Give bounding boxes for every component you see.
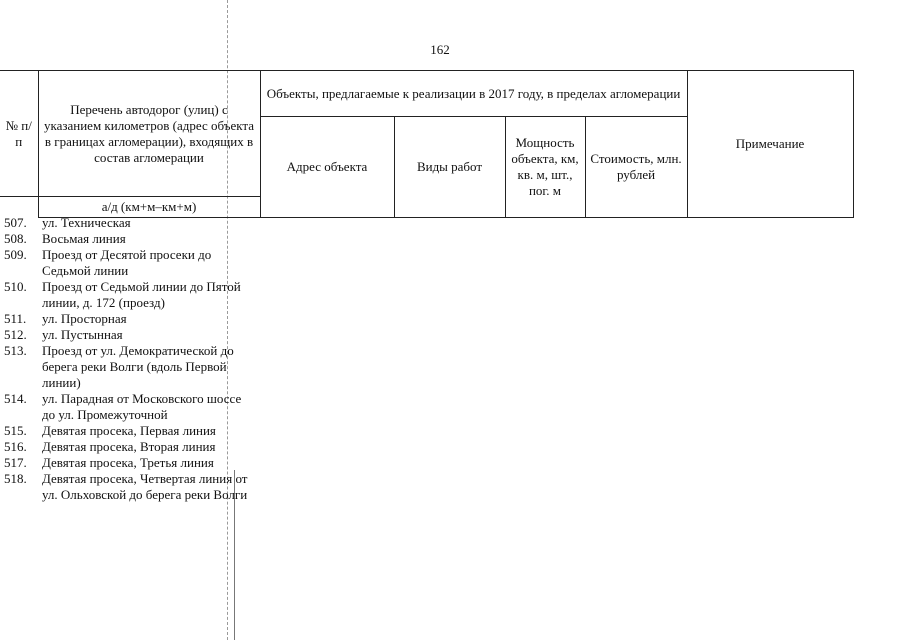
list-item-number: 509. [4, 247, 27, 262]
list-item [4, 247, 254, 279]
list-item-text: ул. Пустынная [42, 327, 123, 342]
list-item [4, 215, 254, 231]
col-roads-header: Перечень автодорог (улиц) с указанием километров (адрес объекта в границах агломерации), входящих в состав агломерации [38, 71, 260, 197]
list-item [4, 327, 254, 343]
list-item-text: ул. Техническая [42, 215, 131, 230]
list-item-text: Девятая просека, Третья линия [42, 455, 214, 470]
unit-row-label: а/д (км+м–км+м) [38, 197, 260, 218]
list-item-text: Проезд от ул. Демократической до берега реки Волги (вдоль Первой линии) [42, 343, 234, 390]
list-item-text: Восьмая линия [42, 231, 126, 246]
list-item [4, 311, 254, 327]
list-item-number: 513. [4, 343, 27, 358]
list-item-number: 516. [4, 439, 27, 454]
list-item-number: 508. [4, 231, 27, 246]
col-number-header: № п/п [0, 71, 38, 197]
list-item-number: 517. [4, 455, 27, 470]
col-address-header: Адрес объекта [260, 117, 394, 218]
list-item [4, 279, 254, 311]
list-item [4, 343, 254, 391]
road-list [4, 215, 254, 503]
list-item-text: Девятая просека, Первая линия [42, 423, 216, 438]
list-item-number: 514. [4, 391, 27, 406]
page-number: 162 [430, 42, 450, 57]
col-works-header: Виды работ [394, 117, 505, 218]
list-item-text: Девятая просека, Четвертая линия от ул. Ольховской до берега реки Волги [42, 471, 248, 502]
list-item [4, 471, 254, 503]
list-item [4, 391, 254, 423]
list-item-text: ул. Парадная от Московского шоссе до ул. Промежуточной [42, 391, 242, 422]
list-item-number: 515. [4, 423, 27, 438]
list-item-text: Проезд от Десятой просеки до Седьмой линии [42, 247, 212, 278]
list-item-number: 511. [4, 311, 27, 326]
list-item-number: 512. [4, 327, 27, 342]
list-item-number: 507. [4, 215, 27, 230]
col-power-header: Мощность объекта, км, кв. м, шт., пог. м [505, 117, 585, 218]
list-item-number: 518. [4, 471, 27, 486]
list-item [4, 423, 254, 439]
list-item-text: Проезд от Седьмой линии до Пятой линии, д. 172 (проезд) [42, 279, 241, 310]
col-note-header: Примечание [687, 71, 853, 218]
list-item [4, 439, 254, 455]
list-item-text: ул. Просторная [42, 311, 127, 326]
list-item-text: Девятая просека, Вторая линия [42, 439, 216, 454]
col-objects-group-header: Объекты, предлагаемые к реализации в 2017 году, в пределах агломерации [260, 71, 687, 117]
list-item-number: 510. [4, 279, 27, 294]
col-cost-header: Стоимость, млн. рублей [585, 117, 687, 218]
list-item [4, 231, 254, 247]
header-table [0, 70, 854, 218]
list-item [4, 455, 254, 471]
